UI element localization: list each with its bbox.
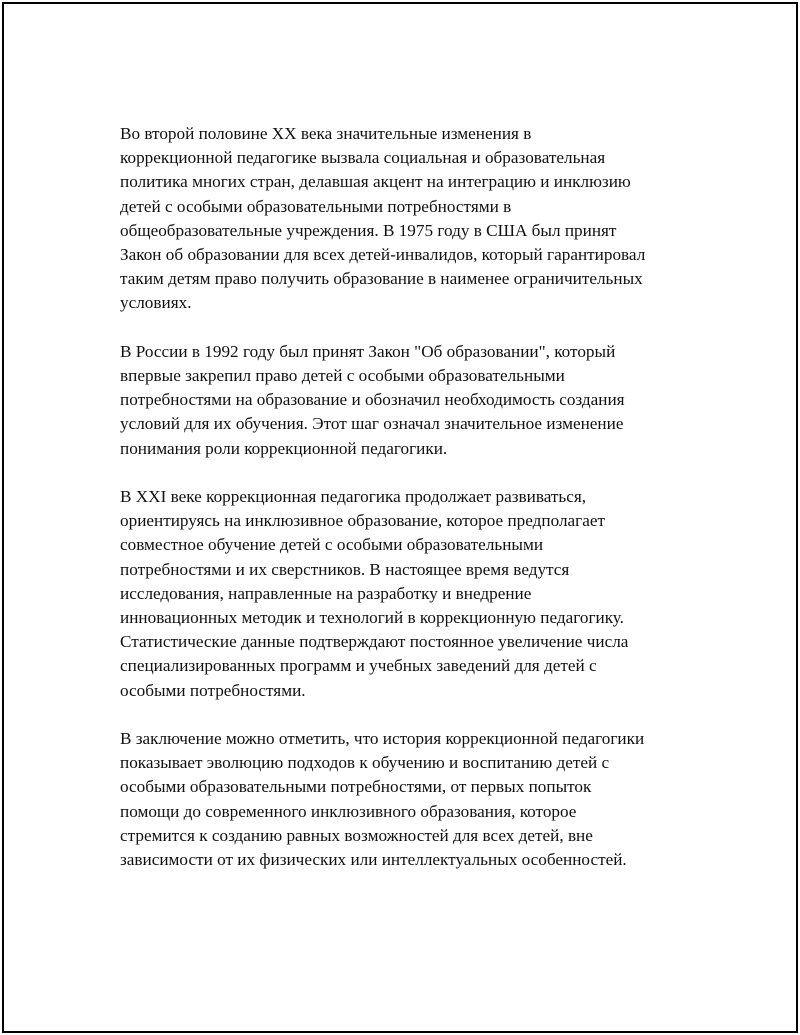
- document-body: [120, 122, 720, 896]
- document-page: [2, 2, 798, 1033]
- paragraph-4: В заключение можно отметить, что история коррекционной педагогики показывает эволюцию подходов к обучению и воспитанию детей с особыми образовательными потребностями, от первых попыток помощи до современного инклюзивного образования, которое стремится к созданию равных возможностей для всех детей, вне зависимости от их физических или интеллектуальных особенностей.: [120, 729, 645, 870]
- paragraph-2: В России в 1992 году был принят Закон "Об образовании", который впервые закрепил право детей с особыми образовательными потребностями на образование и обозначил необходимость создания условий для их обучения. Этот шаг означал значительное изменение понимания роли коррекционной педагогики.: [120, 341, 625, 458]
- paragraph-1: Во второй половине XX века значительные изменения в коррекционной педагогике вызвала социальная и образовательная политика многих стран, делавшая акцент на интеграцию и инклюзию детей с особыми образовательными потребностями в общеобразовательные учреждения. В 1975 году в США был принят Закон об образовании для всех детей-инвалидов, который гарантировал таким детям право получить образование в наименее ограничительных условиях.: [120, 124, 646, 313]
- paragraph-3: В XXI веке коррекционная педагогика продолжает развиваться, ориентируясь на инклюзивное образование, которое предполагает совместное обучение детей с особыми образовательными потребностями и их сверстников. В настоящее время ведутся исследования, направленные на разработку и внедрение инновационных методик и технологий в коррекционную педагогику. Статистические данные подтверждают постоянное увеличение числа специализированных программ и учебных заведений для детей с особыми потребностями.: [120, 487, 629, 700]
